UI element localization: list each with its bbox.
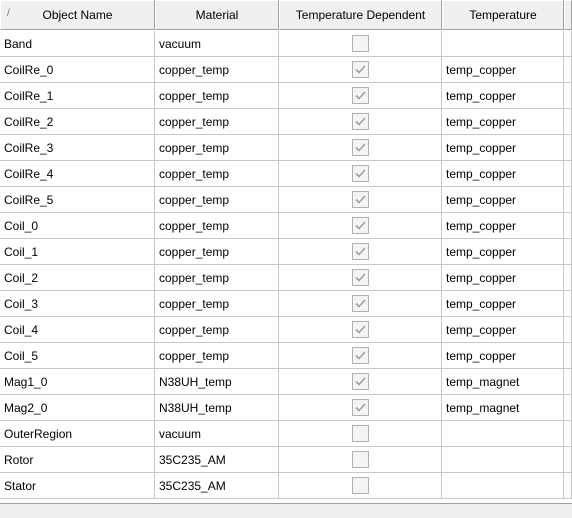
check-mark-icon [355, 272, 366, 283]
column-header-object-name[interactable] [0, 0, 155, 30]
temperature-cell[interactable]: temp_magnet [442, 395, 564, 421]
column-header-temperature[interactable] [442, 0, 564, 30]
material-cell[interactable]: 35C235_AM [155, 447, 279, 473]
material-cell[interactable]: vacuum [155, 31, 279, 57]
material-cell[interactable]: copper_temp [155, 317, 279, 343]
extra-cell [564, 421, 572, 447]
extra-cell [564, 109, 572, 135]
temperature-dependent-cell [279, 265, 442, 291]
temperature-dependent-cell [279, 239, 442, 265]
material-cell[interactable]: copper_temp [155, 161, 279, 187]
check-mark-icon [355, 402, 366, 413]
object-name-cell[interactable]: Coil_1 [0, 239, 155, 265]
temperature-cell[interactable]: temp_copper [442, 135, 564, 161]
extra-cell [564, 473, 572, 499]
table-row[interactable] [0, 369, 572, 395]
check-mark-icon [355, 194, 366, 205]
temperature-dependent-cell [279, 213, 442, 239]
column-header-material[interactable] [155, 0, 279, 30]
table-row[interactable] [0, 31, 572, 57]
check-mark-icon [355, 350, 366, 361]
column-header-extra[interactable] [564, 0, 572, 30]
extra-cell [564, 31, 572, 57]
table-header [0, 0, 572, 30]
column-header-label: Temperature [469, 8, 537, 22]
table-row[interactable] [0, 473, 572, 499]
extra-cell [564, 187, 572, 213]
extra-cell [564, 213, 572, 239]
material-cell[interactable]: copper_temp [155, 265, 279, 291]
temperature-dependent-checkbox[interactable] [352, 321, 369, 338]
temperature-dependent-checkbox[interactable] [352, 61, 369, 78]
temperature-dependent-cell [279, 187, 442, 213]
temperature-dependent-cell [279, 395, 442, 421]
extra-cell [564, 265, 572, 291]
material-cell[interactable]: copper_temp [155, 213, 279, 239]
check-mark-icon [355, 376, 366, 387]
object-name-cell[interactable]: CoilRe_5 [0, 187, 155, 213]
check-mark-icon [355, 298, 366, 309]
object-name-cell[interactable]: Coil_3 [0, 291, 155, 317]
table-row[interactable] [0, 343, 572, 369]
extra-cell [564, 395, 572, 421]
temperature-dependent-checkbox[interactable] [352, 399, 369, 416]
object-name-cell[interactable]: Mag2_0 [0, 395, 155, 421]
temperature-dependent-cell [279, 161, 442, 187]
temperature-dependent-cell [279, 447, 442, 473]
temperature-dependent-cell [279, 343, 442, 369]
table-row[interactable] [0, 239, 572, 265]
temperature-cell[interactable] [442, 421, 564, 447]
extra-cell [564, 317, 572, 343]
extra-cell [564, 447, 572, 473]
table-row[interactable] [0, 265, 572, 291]
object-name-cell[interactable]: Rotor [0, 447, 155, 473]
temperature-cell[interactable] [442, 473, 564, 499]
temperature-dependent-cell [279, 109, 442, 135]
temperature-dependent-checkbox[interactable] [352, 113, 369, 130]
material-cell[interactable]: copper_temp [155, 239, 279, 265]
material-cell[interactable]: N38UH_temp [155, 395, 279, 421]
temperature-dependent-checkbox[interactable] [352, 35, 369, 52]
object-name-cell[interactable]: CoilRe_2 [0, 109, 155, 135]
material-cell[interactable]: copper_temp [155, 291, 279, 317]
temperature-cell[interactable]: temp_copper [442, 291, 564, 317]
sort-indicator-icon: / [7, 8, 10, 19]
material-cell[interactable]: copper_temp [155, 187, 279, 213]
check-mark-icon [355, 220, 366, 231]
temperature-dependent-checkbox[interactable] [352, 243, 369, 260]
table-row[interactable] [0, 395, 572, 421]
temperature-dependent-cell [279, 369, 442, 395]
temperature-dependent-checkbox[interactable] [352, 217, 369, 234]
temperature-dependent-checkbox[interactable] [352, 347, 369, 364]
temperature-cell[interactable] [442, 447, 564, 473]
temperature-cell[interactable]: temp_magnet [442, 369, 564, 395]
table-row[interactable] [0, 161, 572, 187]
temperature-dependent-checkbox[interactable] [352, 373, 369, 390]
material-cell[interactable]: 35C235_AM [155, 473, 279, 499]
column-header-label: Object Name [42, 8, 113, 22]
check-mark-icon [355, 64, 366, 75]
table-row[interactable] [0, 135, 572, 161]
extra-cell [564, 57, 572, 83]
extra-cell [564, 291, 572, 317]
temperature-dependent-checkbox[interactable] [352, 451, 369, 468]
temperature-dependent-checkbox[interactable] [352, 87, 369, 104]
extra-cell [564, 83, 572, 109]
temperature-cell[interactable] [442, 31, 564, 57]
object-name-cell[interactable]: Coil_2 [0, 265, 155, 291]
temperature-dependent-cell [279, 473, 442, 499]
temperature-dependent-cell [279, 57, 442, 83]
temperature-dependent-cell [279, 31, 442, 57]
temperature-dependent-checkbox[interactable] [352, 165, 369, 182]
material-cell[interactable]: copper_temp [155, 109, 279, 135]
temperature-cell[interactable]: temp_copper [442, 161, 564, 187]
temperature-dependent-cell [279, 135, 442, 161]
material-cell[interactable]: vacuum [155, 421, 279, 447]
temperature-cell[interactable]: temp_copper [442, 317, 564, 343]
table-row[interactable] [0, 421, 572, 447]
material-cell[interactable]: copper_temp [155, 135, 279, 161]
temperature-cell[interactable]: temp_copper [442, 57, 564, 83]
object-name-cell[interactable]: Coil_0 [0, 213, 155, 239]
object-name-cell[interactable]: Mag1_0 [0, 369, 155, 395]
object-name-cell[interactable]: CoilRe_0 [0, 57, 155, 83]
table-row[interactable] [0, 291, 572, 317]
table-row[interactable] [0, 317, 572, 343]
check-mark-icon [355, 116, 366, 127]
material-cell[interactable]: copper_temp [155, 57, 279, 83]
temperature-cell[interactable]: temp_copper [442, 83, 564, 109]
table-row[interactable] [0, 57, 572, 83]
temperature-cell[interactable]: temp_copper [442, 109, 564, 135]
temperature-dependent-checkbox[interactable] [352, 477, 369, 494]
check-mark-icon [355, 324, 366, 335]
object-name-cell[interactable]: CoilRe_1 [0, 83, 155, 109]
horizontal-scrollbar[interactable] [0, 503, 572, 518]
extra-cell [564, 239, 572, 265]
object-name-cell[interactable]: CoilRe_4 [0, 161, 155, 187]
temperature-cell[interactable]: temp_copper [442, 213, 564, 239]
temperature-cell[interactable]: temp_copper [442, 343, 564, 369]
temperature-dependent-checkbox[interactable] [352, 295, 369, 312]
column-header-label: Temperature Dependent [295, 8, 426, 22]
extra-cell [564, 343, 572, 369]
material-cell[interactable]: copper_temp [155, 83, 279, 109]
temperature-dependent-cell [279, 291, 442, 317]
table-row[interactable] [0, 187, 572, 213]
column-header-temperature-dependent[interactable] [279, 0, 442, 30]
temperature-dependent-checkbox[interactable] [352, 269, 369, 286]
material-cell[interactable]: N38UH_temp [155, 369, 279, 395]
object-name-cell[interactable]: Band [0, 31, 155, 57]
material-cell[interactable]: copper_temp [155, 343, 279, 369]
object-name-cell[interactable]: Coil_4 [0, 317, 155, 343]
temperature-cell[interactable]: temp_copper [442, 265, 564, 291]
extra-cell [564, 161, 572, 187]
check-mark-icon [355, 246, 366, 257]
column-header-label: Material [195, 8, 239, 22]
temperature-dependent-cell [279, 421, 442, 447]
temperature-cell[interactable]: temp_copper [442, 239, 564, 265]
object-name-cell[interactable]: OuterRegion [0, 421, 155, 447]
temperature-dependent-checkbox[interactable] [352, 425, 369, 442]
table-row[interactable] [0, 447, 572, 473]
temperature-dependent-checkbox[interactable] [352, 139, 369, 156]
check-mark-icon [355, 142, 366, 153]
temperature-dependent-checkbox[interactable] [352, 191, 369, 208]
extra-cell [564, 369, 572, 395]
object-name-cell[interactable]: Stator [0, 473, 155, 499]
object-name-cell[interactable]: Coil_5 [0, 343, 155, 369]
check-mark-icon [355, 90, 366, 101]
table-row[interactable] [0, 83, 572, 109]
table-row[interactable] [0, 213, 572, 239]
temperature-dependent-cell [279, 83, 442, 109]
extra-cell [564, 135, 572, 161]
object-name-cell[interactable]: CoilRe_3 [0, 135, 155, 161]
table-row[interactable] [0, 109, 572, 135]
check-mark-icon [355, 168, 366, 179]
temperature-cell[interactable]: temp_copper [442, 187, 564, 213]
temperature-dependent-cell [279, 317, 442, 343]
table-body [0, 31, 572, 499]
